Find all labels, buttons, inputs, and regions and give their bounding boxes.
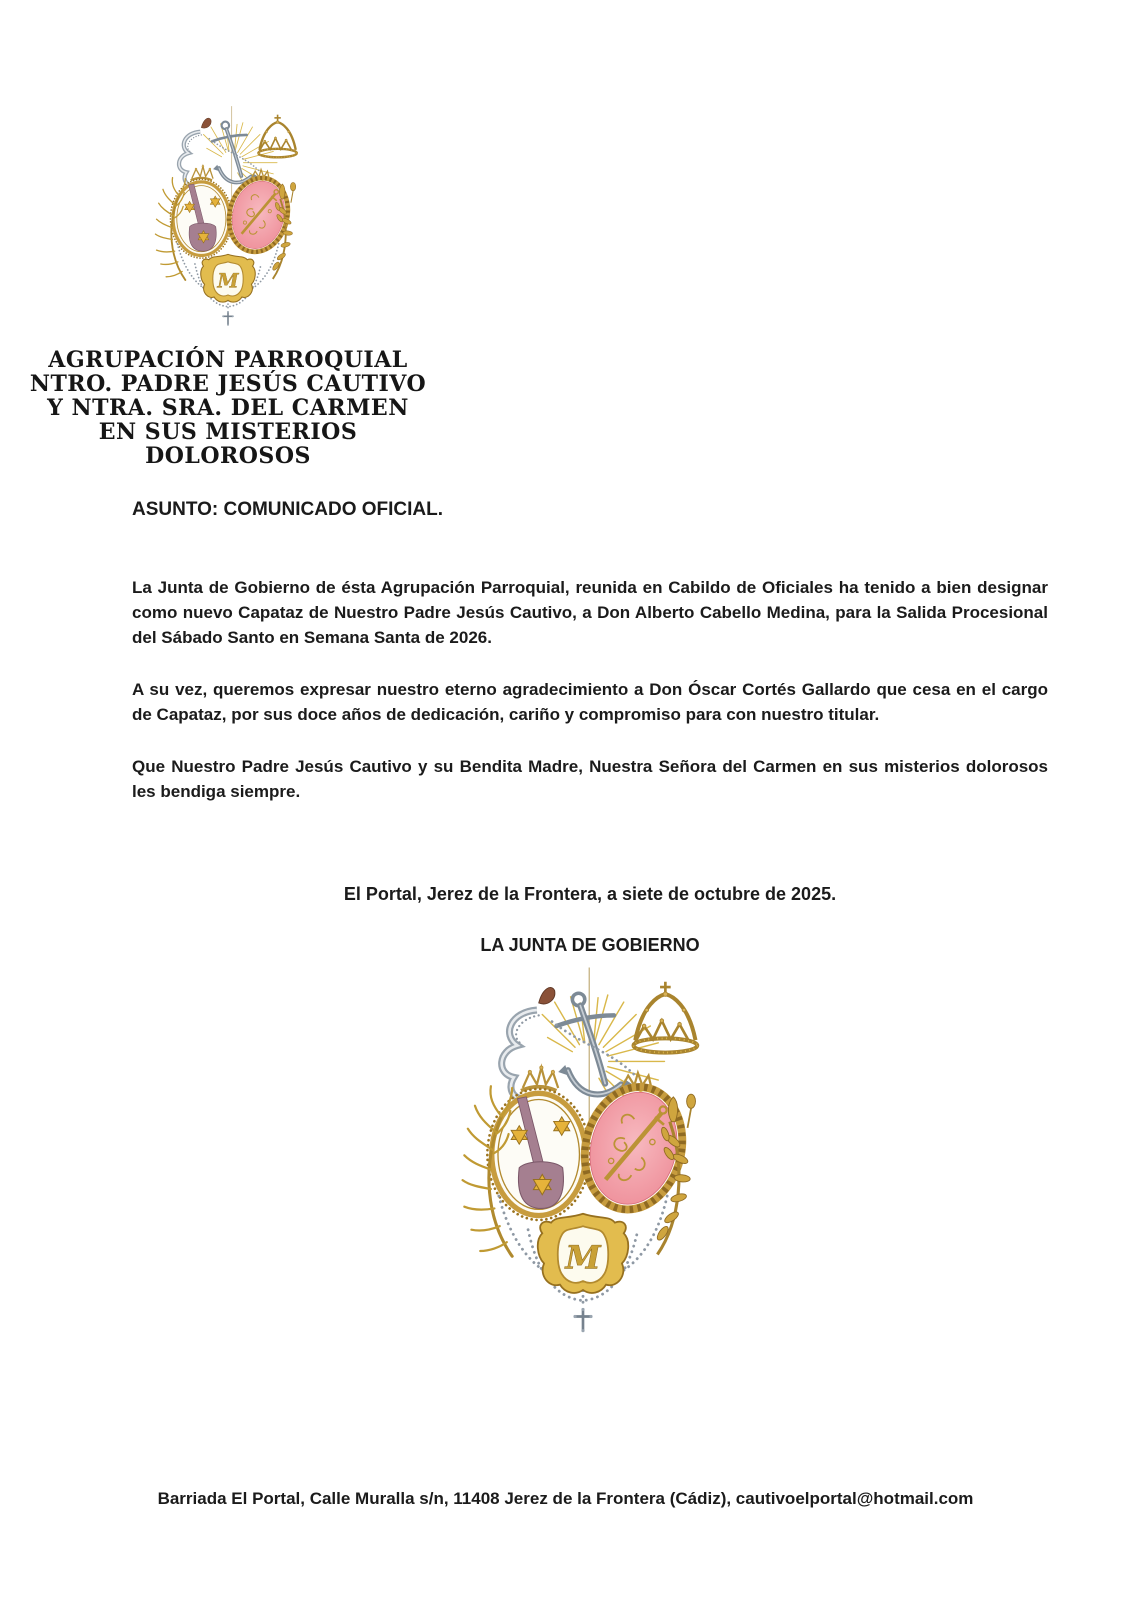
body-paragraph: La Junta de Gobierno de ésta Agrupación Parroquial, reunida en Cabildo de Oficiales ha tenido a bien designar como nuevo Capataz de Nuestro Padre Jesús Cautivo, a Don Alberto Cabello Medina, para la Salida Procesional del Sábado Santo en Semana Santa de 2026. bbox=[132, 578, 1048, 647]
subject-line: ASUNTO: COMUNICADO OFICIAL. bbox=[132, 499, 444, 520]
org-name-line: EN SUS MISTERIOS DOLOROSOS bbox=[98, 419, 358, 469]
parish-emblem-small bbox=[148, 104, 308, 328]
body-paragraph: A su vez, queremos expresar nuestro eterno agradecimiento a Don Óscar Cortés Gallardo que cesa en el cargo de Capataz, por sus doce años de dedicación, cariño y compromiso para con nuestro titular. bbox=[132, 680, 1048, 724]
dateline: El Portal, Jerez de la Frontera, a siete de octubre de 2025. bbox=[343, 884, 837, 904]
signature-line: LA JUNTA DE GOBIERNO bbox=[480, 935, 700, 955]
org-name-line: Y NTRA. SRA. DEL CARMEN bbox=[47, 395, 409, 421]
org-title bbox=[18, 348, 438, 468]
org-name-line: NTRO. PADRE JESÚS CAUTIVO bbox=[29, 371, 427, 397]
org-name-line: AGRUPACIÓN PARROQUIAL bbox=[48, 347, 408, 373]
body-copy bbox=[132, 575, 1048, 831]
parish-emblem-large bbox=[450, 964, 716, 1336]
body-paragraph: Que Nuestro Padre Jesús Cautivo y su Bendita Madre, Nuestra Señora del Carmen en sus misterios dolorosos les bendiga siempre. bbox=[132, 757, 1048, 801]
footer-address: Barriada El Portal, Calle Muralla s/n, 11408 Jerez de la Frontera (Cádiz), cautivoelportal@hotmail.com bbox=[157, 1489, 974, 1508]
